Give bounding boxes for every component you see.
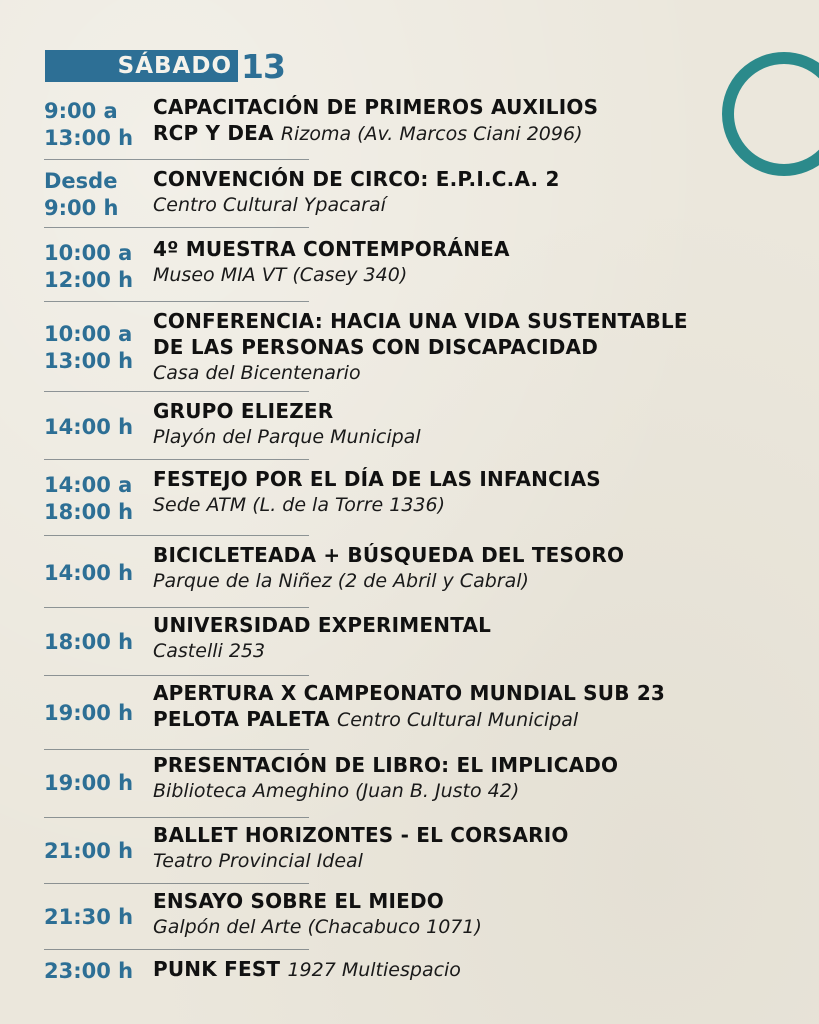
event-info bbox=[153, 888, 784, 940]
event-title bbox=[153, 166, 784, 192]
event-time-line: 10:00 a bbox=[44, 241, 133, 265]
event-title-text: 4º MUESTRA CONTEMPORÁNEA bbox=[153, 237, 510, 261]
event-item bbox=[44, 236, 784, 302]
event-time-line: 12:00 h bbox=[44, 268, 134, 292]
event-time-line: 9:00 h bbox=[44, 196, 119, 220]
event-divider bbox=[44, 675, 309, 676]
event-info bbox=[153, 752, 784, 804]
event-title-text: CONFERENCIA: HACIA UNA VIDA SUSTENTABLE bbox=[153, 309, 688, 333]
event-time-line: 19:00 h bbox=[44, 770, 134, 795]
event-time bbox=[44, 612, 149, 672]
event-time bbox=[44, 94, 149, 156]
event-divider bbox=[44, 535, 309, 536]
event-title bbox=[153, 956, 784, 983]
event-time bbox=[44, 680, 149, 746]
event-item bbox=[44, 612, 784, 676]
event-time bbox=[44, 308, 149, 388]
event-venue: Centro Cultural Ypacaraí bbox=[153, 194, 386, 216]
event-venue: Casa del Bicentenario bbox=[153, 362, 361, 384]
event-divider bbox=[44, 301, 309, 302]
event-venue: Rizoma (Av. Marcos Ciani 2096) bbox=[280, 123, 583, 145]
event-title bbox=[153, 888, 784, 914]
event-item bbox=[44, 888, 784, 950]
event-time-line: 14:00 a bbox=[44, 473, 133, 497]
event-title-text: UNIVERSIDAD EXPERIMENTAL bbox=[153, 613, 492, 637]
event-title bbox=[153, 236, 784, 262]
event-time-line: 21:30 h bbox=[44, 904, 134, 929]
day-label-box bbox=[45, 50, 238, 82]
event-title-text: CAPACITACIÓN DE PRIMEROS AUXILIOS bbox=[153, 95, 599, 119]
event-item bbox=[44, 680, 784, 750]
event-venue: Parque de la Niñez (2 de Abril y Cabral) bbox=[153, 570, 529, 592]
event-time-line: 21:00 h bbox=[44, 838, 134, 863]
event-title-text: CONVENCIÓN DE CIRCO: E.P.I.C.A. 2 bbox=[153, 167, 560, 191]
event-time-line: 18:00 h bbox=[44, 500, 134, 524]
event-time-line: 13:00 h bbox=[44, 349, 134, 373]
event-title-text: BALLET HORIZONTES - EL CORSARIO bbox=[153, 823, 569, 847]
event-title bbox=[153, 752, 784, 778]
event-time-line: 19:00 h bbox=[44, 700, 134, 725]
event-venue: Teatro Provincial Ideal bbox=[153, 850, 363, 872]
event-time-line: 14:00 h bbox=[44, 560, 134, 585]
event-divider bbox=[44, 391, 309, 392]
event-info bbox=[153, 94, 784, 147]
event-divider bbox=[44, 459, 309, 460]
event-info bbox=[153, 956, 784, 983]
event-time-line: 18:00 h bbox=[44, 629, 134, 654]
event-title bbox=[153, 466, 784, 492]
event-title bbox=[153, 680, 784, 706]
event-time bbox=[44, 542, 149, 604]
event-title-text: FESTEJO POR EL DÍA DE LAS INFANCIAS bbox=[153, 467, 601, 491]
event-title-text: BICICLETEADA + BÚSQUEDA DEL TESORO bbox=[153, 543, 625, 567]
event-info bbox=[153, 542, 784, 594]
event-title bbox=[153, 94, 784, 120]
event-title-text: DE LAS PERSONAS CON DISCAPACIDAD bbox=[153, 335, 599, 359]
event-info bbox=[153, 236, 784, 288]
event-divider bbox=[44, 949, 309, 950]
event-time bbox=[44, 888, 149, 946]
event-venue: Playón del Parque Municipal bbox=[153, 426, 421, 448]
event-item bbox=[44, 166, 784, 228]
day-number: 13 bbox=[241, 46, 285, 86]
event-title-text: PELOTA PALETA bbox=[153, 707, 330, 731]
event-time bbox=[44, 398, 149, 456]
event-divider bbox=[44, 817, 309, 818]
event-venue: 1927 Multiespacio bbox=[287, 959, 461, 981]
event-title-text: APERTURA X CAMPEONATO MUNDIAL SUB 23 bbox=[153, 681, 666, 705]
event-venue: Sede ATM (L. de la Torre 1336) bbox=[153, 494, 446, 516]
event-item bbox=[44, 542, 784, 608]
event-title bbox=[153, 334, 784, 360]
event-title bbox=[153, 398, 784, 424]
event-item bbox=[44, 466, 784, 536]
event-divider bbox=[44, 607, 309, 608]
event-time-line: 14:00 h bbox=[44, 414, 134, 439]
event-divider bbox=[44, 227, 309, 228]
event-venue: Biblioteca Ameghino (Juan B. Justo 42) bbox=[153, 780, 520, 802]
event-title-text: GRUPO ELIEZER bbox=[153, 399, 334, 423]
event-time-line: 9:00 a bbox=[44, 99, 118, 123]
event-item bbox=[44, 398, 784, 460]
event-venue: Castelli 253 bbox=[153, 640, 266, 662]
event-title bbox=[153, 612, 784, 638]
event-time bbox=[44, 956, 149, 986]
event-time bbox=[44, 822, 149, 880]
event-venue: Centro Cultural Municipal bbox=[336, 709, 579, 731]
event-time-line: 13:00 h bbox=[44, 126, 134, 150]
event-item bbox=[44, 956, 784, 990]
event-item bbox=[44, 752, 784, 818]
event-item bbox=[44, 822, 784, 884]
event-time-line: 10:00 a bbox=[44, 322, 133, 346]
event-info bbox=[153, 822, 784, 874]
event-title-text: ENSAYO SOBRE EL MIEDO bbox=[153, 889, 444, 913]
event-title bbox=[153, 308, 784, 334]
event-info bbox=[153, 308, 784, 386]
event-title-text: PRESENTACIÓN DE LIBRO: EL IMPLICADO bbox=[153, 753, 619, 777]
event-venue: Galpón del Arte (Chacabuco 1071) bbox=[153, 916, 482, 938]
event-time bbox=[44, 752, 149, 814]
event-title bbox=[153, 822, 784, 848]
event-time-line: 23:00 h bbox=[44, 958, 134, 983]
event-divider bbox=[44, 883, 309, 884]
event-title bbox=[153, 120, 784, 147]
event-divider bbox=[44, 749, 309, 750]
event-info bbox=[153, 612, 784, 664]
event-time bbox=[44, 466, 149, 532]
event-divider bbox=[44, 159, 309, 160]
event-title bbox=[153, 706, 784, 733]
event-title-text: RCP Y DEA bbox=[153, 121, 274, 145]
event-item bbox=[44, 308, 784, 392]
day-header bbox=[45, 48, 285, 84]
event-venue: Museo MIA VT (Casey 340) bbox=[153, 264, 408, 286]
event-item bbox=[44, 94, 784, 160]
day-label: SÁBADO bbox=[117, 53, 232, 79]
event-info bbox=[153, 398, 784, 450]
event-time bbox=[44, 166, 149, 224]
event-title bbox=[153, 542, 784, 568]
event-info bbox=[153, 166, 784, 218]
event-info bbox=[153, 680, 784, 733]
event-title-text: PUNK FEST bbox=[153, 957, 281, 981]
event-info bbox=[153, 466, 784, 518]
event-time-line: Desde bbox=[44, 169, 118, 193]
event-time bbox=[44, 236, 149, 298]
